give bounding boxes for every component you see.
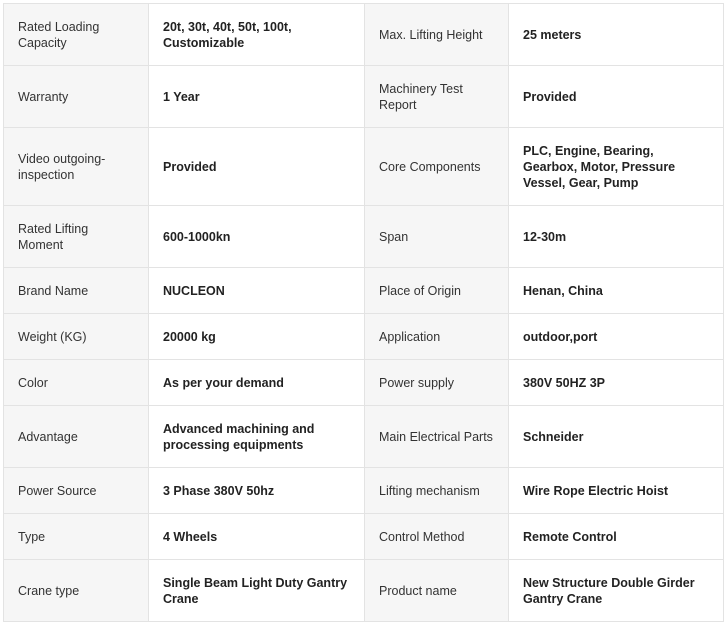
table-row: [4, 66, 724, 128]
spec-value: 600-1000kn: [149, 206, 365, 268]
spec-label: Advantage: [4, 406, 149, 468]
spec-label: Brand Name: [4, 268, 149, 314]
spec-label: Main Electrical Parts: [365, 406, 509, 468]
spec-value: Provided: [149, 128, 365, 206]
table-row: [4, 128, 724, 206]
spec-value: Provided: [509, 66, 724, 128]
spec-value: Advanced machining and processing equipments: [149, 406, 365, 468]
table-row: [4, 406, 724, 468]
table-row: [4, 268, 724, 314]
table-row: [4, 314, 724, 360]
spec-value: 25 meters: [509, 4, 724, 66]
spec-label: Machinery Test Report: [365, 66, 509, 128]
spec-label: Type: [4, 514, 149, 560]
spec-value: 4 Wheels: [149, 514, 365, 560]
spec-label: Application: [365, 314, 509, 360]
spec-value: 20t, 30t, 40t, 50t, 100t, Customizable: [149, 4, 365, 66]
spec-label: Control Method: [365, 514, 509, 560]
spec-label: Weight (KG): [4, 314, 149, 360]
table-row: [4, 560, 724, 622]
spec-label: Rated Lifting Moment: [4, 206, 149, 268]
spec-value: PLC, Engine, Bearing, Gearbox, Motor, Pressure Vessel, Gear, Pump: [509, 128, 724, 206]
spec-label: Power supply: [365, 360, 509, 406]
table-row: [4, 468, 724, 514]
spec-value: Single Beam Light Duty Gantry Crane: [149, 560, 365, 622]
spec-value: 12-30m: [509, 206, 724, 268]
spec-label: Rated Loading Capacity: [4, 4, 149, 66]
spec-value: Schneider: [509, 406, 724, 468]
spec-label: Max. Lifting Height: [365, 4, 509, 66]
spec-label: Span: [365, 206, 509, 268]
spec-value: Henan, China: [509, 268, 724, 314]
spec-label: Power Source: [4, 468, 149, 514]
table-row: [4, 4, 724, 66]
table-row: [4, 514, 724, 560]
spec-value: 1 Year: [149, 66, 365, 128]
spec-label: Warranty: [4, 66, 149, 128]
spec-value: outdoor,port: [509, 314, 724, 360]
spec-label: Product name: [365, 560, 509, 622]
table-row: [4, 360, 724, 406]
spec-label: Place of Origin: [365, 268, 509, 314]
spec-table: [3, 3, 724, 622]
spec-label: Video outgoing-inspection: [4, 128, 149, 206]
spec-label: Color: [4, 360, 149, 406]
spec-label: Core Components: [365, 128, 509, 206]
spec-value: 3 Phase 380V 50hz: [149, 468, 365, 514]
spec-label: Crane type: [4, 560, 149, 622]
spec-value: NUCLEON: [149, 268, 365, 314]
spec-value: New Structure Double Girder Gantry Crane: [509, 560, 724, 622]
spec-value: 380V 50HZ 3P: [509, 360, 724, 406]
table-row: [4, 206, 724, 268]
spec-value: Remote Control: [509, 514, 724, 560]
spec-value: 20000 kg: [149, 314, 365, 360]
spec-label: Lifting mechanism: [365, 468, 509, 514]
spec-value: Wire Rope Electric Hoist: [509, 468, 724, 514]
spec-value: As per your demand: [149, 360, 365, 406]
